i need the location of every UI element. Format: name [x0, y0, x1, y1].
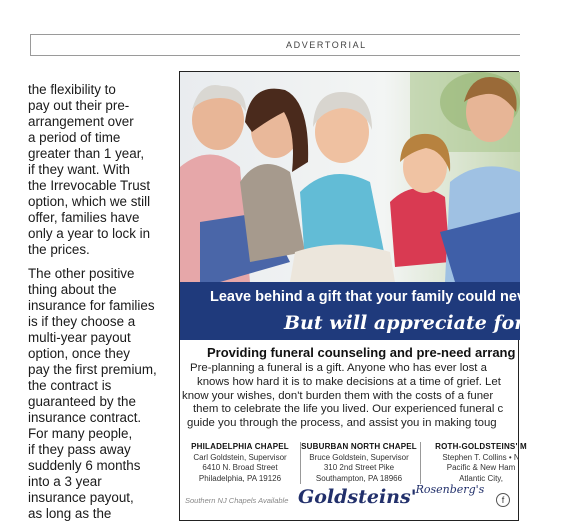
chapel-divider — [420, 442, 421, 484]
text-line: the contract is — [28, 378, 112, 393]
text-line: guaranteed by the — [28, 394, 136, 409]
chapel-line: Carl Goldstein, Supervisor — [193, 452, 287, 462]
text-line: them to celebrate the life you lived. Our experienced funeral c — [193, 403, 504, 416]
advertorial-header — [30, 34, 520, 56]
text-line: the Irrevocable Trust — [28, 178, 151, 193]
chapel-name: PHILADELPHIA CHAPEL — [191, 442, 289, 451]
text-line: insurance payout, — [28, 490, 134, 505]
text-line: The other positive — [28, 266, 135, 281]
chapel-line: Philadelphia, PA 19126 — [198, 473, 282, 483]
text-line: the prices. — [28, 242, 90, 257]
ad-subheading: Providing funeral counseling and pre-need arrang — [207, 345, 516, 360]
text-line: into a 3 year — [28, 474, 102, 489]
text-line: a period of time — [28, 130, 121, 145]
text-line: option, which we still — [28, 194, 151, 209]
chapel-line: Pacific & New Ham — [446, 463, 516, 472]
text-line: if they pass away — [28, 442, 131, 457]
ad-banner — [180, 282, 570, 340]
facebook-icon[interactable]: f — [496, 493, 510, 507]
text-line: offer, families have — [28, 210, 140, 225]
footer-note: Southern NJ Chapels Available — [185, 496, 289, 505]
chapel-name: ROTH-GOLDSTEINS' M — [435, 442, 527, 451]
text-line: suddenly 6 months — [28, 458, 141, 473]
article-column — [28, 82, 168, 530]
goldsteins-logo: Goldsteins' — [298, 486, 417, 508]
chapel-line: Stephen T. Collins • N — [442, 452, 520, 462]
text-line: pay the first premium, — [28, 362, 157, 377]
text-line: For many people, — [28, 426, 133, 441]
banner-tagline: But will appreciate forever — [284, 312, 570, 334]
chapel-line: 310 2nd Street Pike — [323, 463, 395, 472]
chapel-roth-goldsteins — [426, 442, 536, 484]
chapel-list — [180, 442, 540, 486]
text-line: Pre-planning a funeral is a gift. Anyone who has ever lost a — [190, 362, 487, 374]
text-line: insurance for families — [28, 298, 155, 313]
chapel-name: SUBURBAN NORTH CHAPEL — [301, 442, 417, 451]
text-line: guide you through the process, and assist you in making toug — [187, 417, 497, 430]
rosenbergs-logo: Rosenberg's — [415, 483, 485, 496]
article-paragraph-2 — [28, 266, 168, 522]
text-line: the flexibility to — [28, 82, 116, 97]
chapel-suburban-north — [300, 442, 418, 484]
text-line: pay out their pre- — [28, 98, 130, 113]
chapel-line: Atlantic City, — [459, 473, 503, 483]
text-line: only a year to lock in — [28, 226, 151, 241]
chapel-line: 6410 N. Broad Street — [202, 463, 278, 472]
text-line: multi-year payout — [28, 330, 131, 345]
text-line: arrangement over — [28, 114, 134, 129]
text-line: know your wishes, don't burden them with the costs of a funer — [182, 389, 494, 402]
family-photo — [180, 72, 520, 282]
funeral-advertisement — [179, 71, 570, 521]
text-line: thing about the — [28, 282, 117, 297]
text-line: as long as the — [28, 506, 112, 521]
text-line: if they want. With — [28, 162, 130, 177]
text-line: greater than 1 year, — [28, 146, 145, 161]
text-line: option, once they — [28, 346, 130, 361]
chapel-line: Bruce Goldstein, Supervisor — [309, 452, 409, 462]
article-paragraph-1 — [28, 82, 168, 258]
chapel-philadelphia — [182, 442, 298, 484]
text-line: insurance contract. — [28, 410, 142, 425]
banner-headline: Leave behind a gift that your family could nev — [210, 289, 526, 305]
chapel-line: Southampton, PA 18966 — [315, 473, 403, 483]
text-line: is if they choose a — [28, 314, 136, 329]
ad-body-text — [180, 362, 540, 431]
text-line: knows how hard it is to make decisions at a time of grief. Let — [197, 375, 501, 388]
advertorial-label: ADVERTORIAL — [286, 40, 367, 50]
funeral-home-logos — [298, 483, 490, 508]
